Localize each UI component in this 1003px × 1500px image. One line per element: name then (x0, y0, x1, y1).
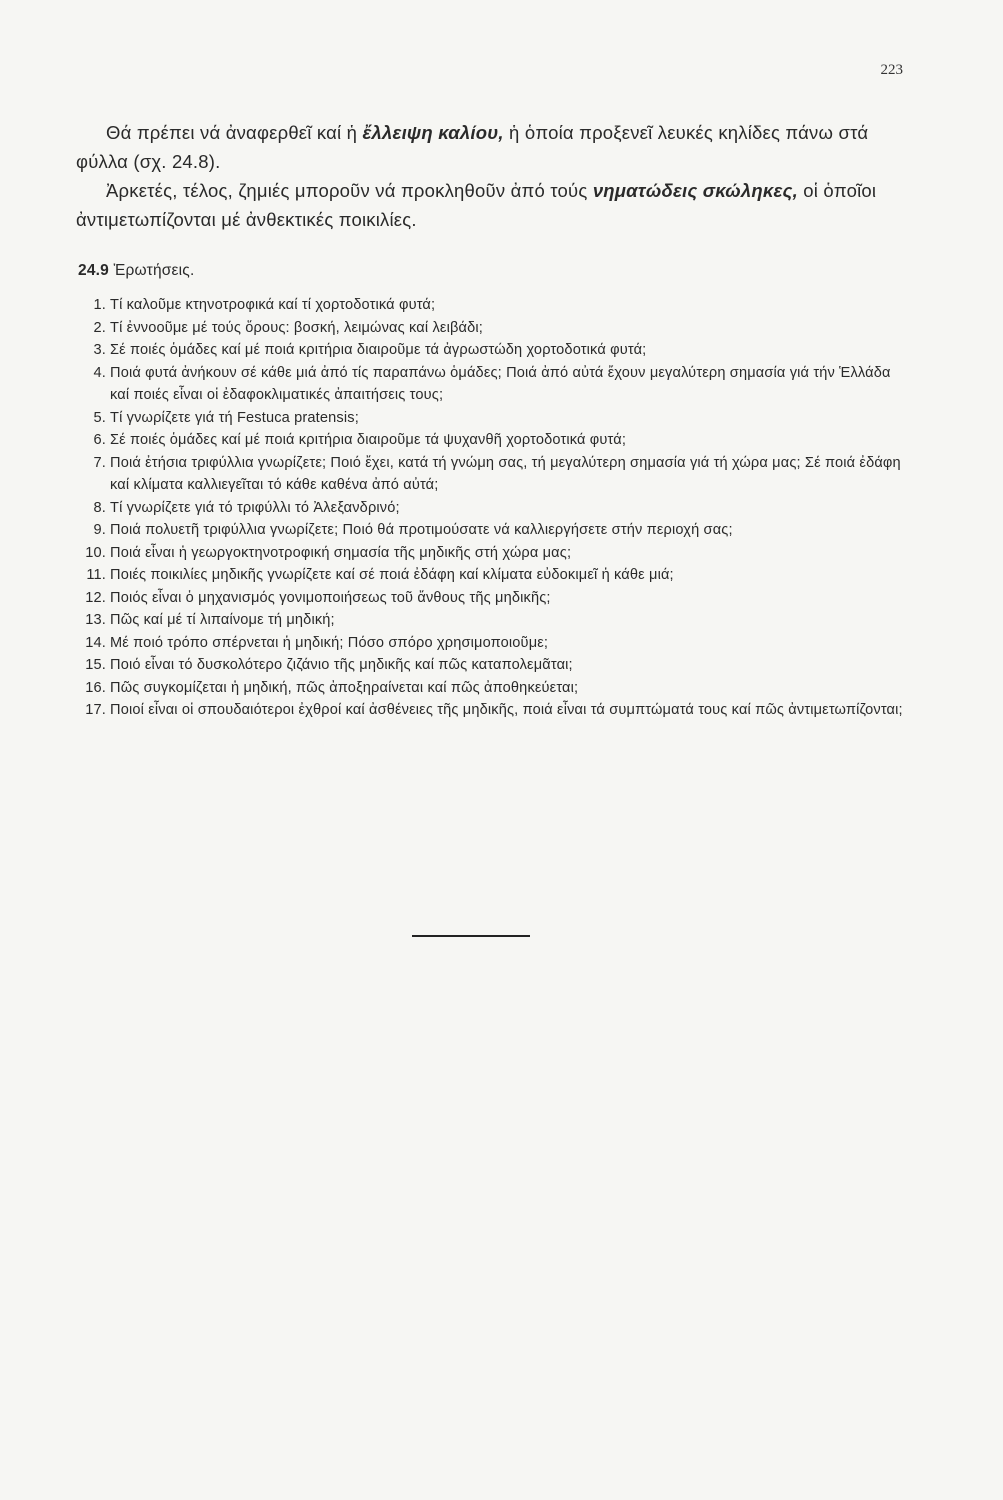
question-text: Ποιός εἶναι ὁ μηχανισμός γονιμοποιήσεως τοῦ ἄνθους τῆς μηδικῆς; (110, 589, 551, 606)
question-number: 4. (93, 364, 106, 381)
question-text: Ποιό εἶναι τό δυσκολότερο ζιζάνιο τῆς μηδικῆς καί πῶς καταπολεμᾶται; (110, 657, 573, 673)
question-text: Ποιά φυτά ἀνήκουν σέ κάθε μιά ἀπό τίς παραπάνω ὁμάδες; Ποιά ἀπό αὐτά ἔχουν μεγαλύτερη σημασία γιά τήν Ἑλλάδα καί ποιές εἶναι οἱ ἐδαφοκλιματικές ἀπαιτήσεις τους; (110, 364, 891, 403)
intro-p2-emphasis: νηματώδεις σκώληκες, (592, 180, 798, 201)
question-text: Πῶς καί μέ τί λιπαίνομε τή μηδική; (110, 612, 335, 628)
questions-list (78, 294, 913, 722)
intro-p1-emphasis: ἔλλειψη καλίου, (362, 122, 504, 143)
question-number: 3. (93, 342, 106, 358)
question-number: 17. (85, 702, 106, 718)
question-item (78, 407, 913, 430)
page-number: 223 (880, 62, 903, 78)
question-number: 12. (85, 589, 106, 606)
question-item (78, 497, 913, 520)
question-number: 2. (93, 319, 106, 336)
question-item (78, 609, 913, 632)
section-title: Ἐρωτήσεις. (113, 262, 195, 279)
intro-p1-after: ἡ ὁποία προξενεῖ λευκές κηλίδες πάνω στά φύλλα (σχ. 24.8). (76, 122, 869, 172)
question-number: 15. (85, 657, 106, 673)
question-item (78, 632, 913, 655)
question-item (78, 519, 913, 542)
question-text: Ποιά εἶναι ἡ γεωργοκτηνοτροφική σημασία τῆς μηδικῆς στή χώρα μας; (110, 544, 572, 561)
question-text: Πῶς συγκομίζεται ἡ μηδική, πῶς ἀποξηραίνεται καί πῶς ἀποθηκεύεται; (110, 679, 579, 696)
question-text: Ποιές ποικιλίες μηδικῆς γνωρίζετε καί σέ ποιά ἐδάφη καί κλίματα εὐδοκιμεῖ ἡ κάθε μιά; (110, 567, 674, 583)
question-item (78, 452, 913, 497)
question-item (78, 587, 913, 610)
question-text: Σέ ποιές ὁμάδες καί μέ ποιά κριτήρια διαιροῦμε τά ψυχανθῆ χορτοδοτικά φυτά; (110, 432, 627, 448)
question-item (78, 699, 913, 722)
question-text: Τί καλοῦμε κτηνοτροφικά καί τί χορτοδοτικά φυτά; (110, 297, 436, 313)
question-number: 10. (85, 544, 106, 561)
question-number: 6. (93, 432, 106, 448)
question-number: 13. (85, 612, 106, 628)
intro-p2-after: οἱ ὁποῖοι ἀντιμετωπίζονται μέ ἀνθεκτικές ποικιλίες. (76, 180, 877, 230)
question-number: 5. (93, 409, 106, 426)
question-text: Τί ἐννοοῦμε μέ τούς ὅρους: βοσκή, λειμώνας καί λειβάδι; (110, 319, 483, 336)
question-item (78, 317, 913, 340)
question-item (78, 294, 913, 317)
question-number: 16. (85, 679, 106, 696)
section-separator-line (412, 935, 530, 937)
question-number: 7. (93, 454, 106, 471)
question-text: Μέ ποιό τρόπο σπέρνεται ἡ μηδική; Πόσο σπόρο χρησιμοποιοῦμε; (110, 634, 549, 651)
intro-paragraph-potassium (76, 118, 906, 176)
question-text: Τί γνωρίζετε γιά τή Festuca pratensis; (110, 409, 359, 426)
question-item (78, 564, 913, 587)
intro-p1-before: Θά πρέπει νά ἀναφερθεῖ καί ἡ (106, 122, 363, 143)
question-number: 14. (85, 634, 106, 651)
question-text: Τί γνωρίζετε γιά τό τριφύλλι τό Ἀλεξανδρινό; (110, 499, 400, 516)
intro-p2-before: Ἀρκετές, τέλος, ζημιές μποροῦν νά προκληθοῦν ἀπό τούς (106, 180, 593, 201)
question-item (78, 429, 913, 452)
question-text: Ποιά πολυετῆ τριφύλλια γνωρίζετε; Ποιό θά προτιμούσατε νά καλλιεργήσετε στήν περιοχή σας; (110, 522, 733, 538)
question-item (78, 542, 913, 565)
section-heading (78, 262, 194, 280)
intro-text (76, 118, 906, 234)
question-number: 11. (86, 567, 106, 583)
intro-paragraph-nematodes (76, 176, 906, 234)
section-number: 24.9 (78, 262, 109, 279)
question-item (78, 362, 913, 407)
question-text: Ποιοί εἶναι οἱ σπουδαιότεροι ἐχθροί καί ἀσθένειες τῆς μηδικῆς, ποιά εἶναι τά συμπτώματά τους καί πῶς ἀντιμετωπίζονται; (110, 702, 903, 718)
question-item (78, 339, 913, 362)
question-number: 9. (93, 522, 106, 538)
question-item (78, 654, 913, 677)
question-number: 8. (93, 499, 106, 516)
question-text: Ποιά ἐτήσια τριφύλλια γνωρίζετε; Ποιό ἔχει, κατά τή γνώμη σας, τή μεγαλύτερη σημασία γιά τή χώρα μας; Σέ ποιά ἐδάφη καί κλίματα καλλιεγεῖται τό κάθε καθένα ἀπό αὐτά; (110, 454, 901, 493)
question-text: Σέ ποιές ὁμάδες καί μέ ποιά κριτήρια διαιροῦμε τά ἀγρωστώδη χορτοδοτικά φυτά; (110, 342, 647, 358)
question-number: 1. (93, 297, 106, 313)
question-item (78, 677, 913, 700)
